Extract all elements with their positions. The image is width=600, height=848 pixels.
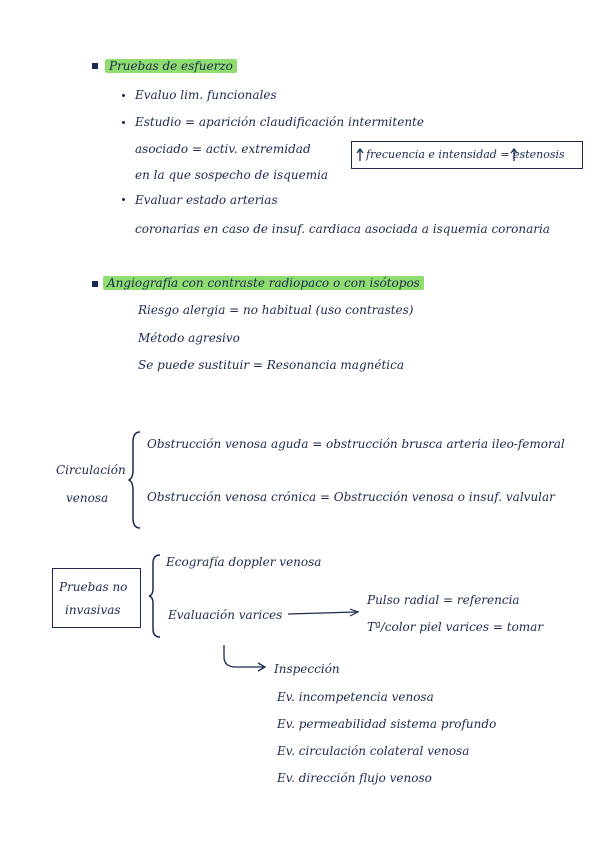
curly-brace-icon [148,553,162,639]
section2-heading: Angiografía con contraste radiopaco o con isótopos [103,275,424,291]
section4-sub-heading: Inspección [274,662,340,676]
section4-item2: Evaluación varices [168,608,283,622]
section4-item1: Ecografía doppler venosa [166,555,322,569]
section4-sub2: Ev. permeabilidad sistema profundo [277,717,497,731]
section1-bullet3-line2: coronarias en caso de insuf. cardiaca asociada a isquemia coronaria [135,222,550,236]
section4-sub1: Ev. incompetencia venosa [277,690,434,704]
section4-sub3: Ev. circulación colateral venosa [277,744,470,758]
square-bullet-icon [92,281,98,287]
section1-bullet2-line1: Estudio = aparición claudificación intermitente [135,115,424,129]
section4-arrow-line1: Pulso radial = referencia [367,593,520,607]
section1-bullet2-line3: en la que sospecho de isquemia [135,168,329,182]
non-invasive-box [52,568,141,628]
section3-item1: Obstrucción venosa aguda = obstrucción brusca arteria ileo-femoral [147,437,565,451]
bullet-dot-icon [122,198,125,201]
section2-line3: Se puede sustituir = Resonancia magnética [138,358,404,372]
section4-arrow-line2: Tª/color piel varices = tomar [367,620,544,634]
non-invasive-box-line2: invasivas [65,603,121,617]
section2-line2: Método agresivo [138,331,240,345]
section1-bullet1: Evaluo lim. funcionales [135,88,277,102]
section3-label-line2: venosa [66,491,109,505]
non-invasive-box-line1: Pruebas no [59,580,128,594]
frequency-box-text: frecuencia e intensidad = estenosis [366,148,565,161]
section1-bullet3-line1: Evaluar estado arterias [135,193,278,207]
section1-heading: Pruebas de esfuerzo [105,58,237,74]
curly-brace-icon [128,430,142,530]
curved-arrow-icon [220,643,268,677]
section3-label-line1: Circulación [56,463,126,477]
right-arrow-icon [288,608,360,620]
section4-sub4: Ev. dirección flujo venoso [277,771,432,785]
bullet-dot-icon [122,94,125,97]
square-bullet-icon [92,63,98,69]
section1-bullet2-line2: asociado = activ. extremidad [135,142,311,156]
frequency-box [351,141,583,169]
section3-item2: Obstrucción venosa crónica = Obstrucción venosa o insuf. valvular [147,490,555,504]
bullet-dot-icon [122,121,125,124]
up-arrow-icon [356,148,364,162]
up-arrow-icon [510,148,518,162]
section2-line1: Riesgo alergia = no habitual (uso contrastes) [138,303,414,317]
